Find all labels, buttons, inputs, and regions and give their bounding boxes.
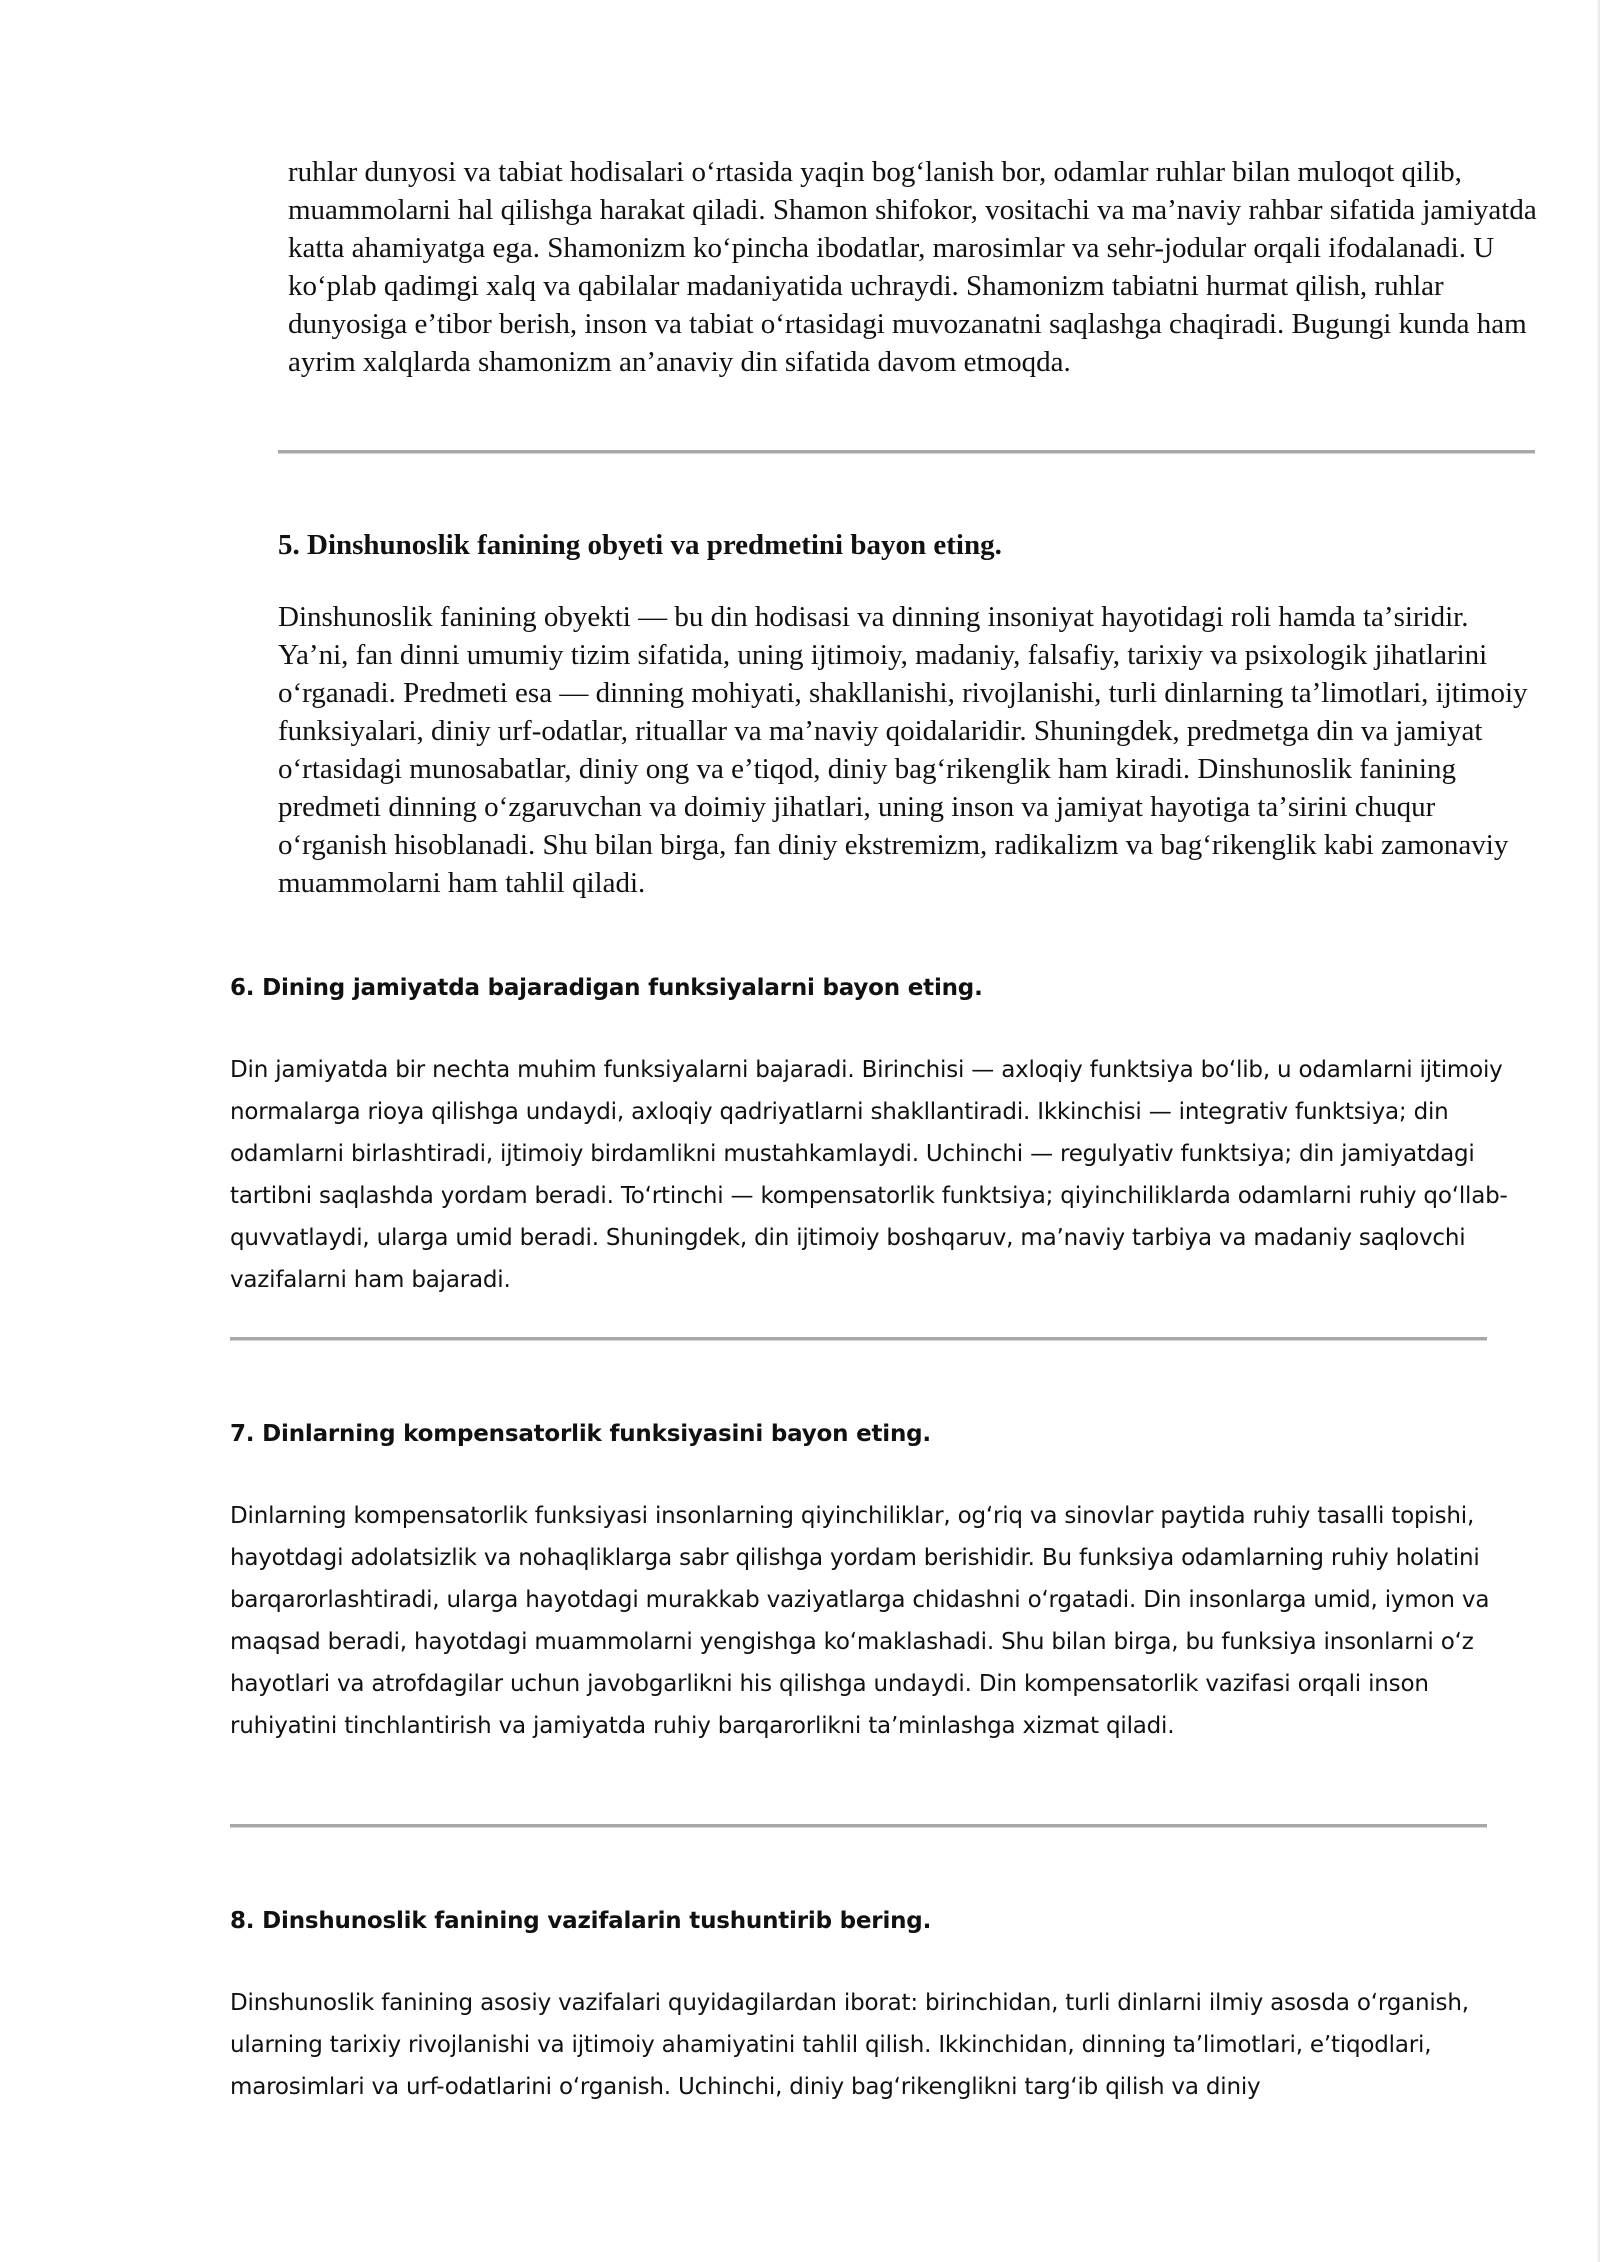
section-6-heading: 6. Dining jamiyatda bajaradigan funksiyalarni bayon eting.	[230, 975, 983, 1001]
page-edge-shadow	[1596, 0, 1600, 2262]
section-7-heading: 7. Dinlarning kompensatorlik funksiyasini bayon eting.	[230, 1421, 931, 1447]
section-5-heading: 5. Dinshunoslik fanining obyeti va predmetini bayon eting.	[278, 529, 1002, 561]
intro-paragraph: ruhlar dunyosi va tabiat hodisalari oʻrtasida yaqin bogʻlanish bor, odamlar ruhlar bilan muloqot qilib, muammolarni hal qilishga harakat qiladi. Shamon shifokor, vositachi va maʼnaviy rahbar sifatida jamiyatda katta ahamiyatga ega. Shamonizm koʻpincha ibodatlar, marosimlar va sehr-jodular orqali ifodalanadi. U koʻplab qadimgi xalq va qabilalar madaniyatida uchraydi. Shamonizm tabiatni hurmat qilish, ruhlar dunyosiga eʼtibor berish, inson va tabiat oʻrtasidagi muvozanatni saqlashga chaqiradi. Bugungi kunda ham ayrim xalqlarda shamonizm anʼanaviy din sifatida davom etmoqda.	[288, 156, 1537, 378]
section-divider	[278, 450, 1535, 454]
section-8-heading: 8. Dinshunoslik fanining vazifalarin tushuntirib bering.	[230, 1908, 932, 1934]
section-6-body: Din jamiyatda bir nechta muhim funksiyalarni bajaradi. Birinchisi — axloqiy funktsiya boʻlib, u odamlarni ijtimoiy normalarga rioya qilishga undaydi, axloqiy qadriyatlarni shakllantiradi. Ikkinchisi — integrativ funktsiya; din odamlarni birlashtiradi, ijtimoiy birdamlikni mustahkamlaydi. Uchinchi — regulyativ funktsiya; din jamiyatdagi tartibni saqlashda yordam beradi. Toʻrtinchi — kompensatorlik funktsiya; qiyinchiliklarda odamlarni ruhiy qoʻllab-quvvatlaydi, ularga umid beradi. Shuningdek, din ijtimoiy boshqaruv, maʼnaviy tarbiya va madaniy saqlovchi vazifalarni ham bajaradi.	[230, 1057, 1508, 1293]
section-8-body: Dinshunoslik fanining asosiy vazifalari quyidagilardan iborat: birinchidan, turli dinlarni ilmiy asosda oʻrganish, ularning tarixiy rivojlanishi va ijtimoiy ahamiyatini tahlil qilish. Ikkinchidan, dinning taʼlimotlari, eʼtiqodlari, marosimlari va urf-odatlarini oʻrganish. Uchinchi, diniy bagʻrikenglikni targʻib qilish va diniy	[230, 1990, 1469, 2100]
section-divider	[230, 1337, 1487, 1341]
section-divider	[230, 1824, 1487, 1828]
section-5-body: Dinshunoslik fanining obyekti — bu din hodisasi va dinning insoniyat hayotidagi roli hamda taʼsiridir. Yaʼni, fan dinni umumiy tizim sifatida, uning ijtimoiy, madaniy, falsafiy, tarixiy va psixologik jihatlarini oʻrganadi. Predmeti esa — dinning mohiyati, shakllanishi, rivojlanishi, turli dinlarning taʼlimotlari, ijtimoiy funksiyalari, diniy urf-odatlar, rituallar va maʼnaviy qoidalaridir. Shuningdek, predmetga din va jamiyat oʻrtasidagi munosabatlar, diniy ong va eʼtiqod, diniy bagʻrikenglik ham kiradi. Dinshunoslik fanining predmeti dinning oʻzgaruvchan va doimiy jihatlari, uning inson va jamiyat hayotiga taʼsirini chuqur oʻrganish hisoblanadi. Shu bilan birga, fan diniy ekstremizm, radikalizm va bagʻrikenglik kabi zamonaviy muammolarni ham tahlil qiladi.	[278, 601, 1528, 899]
section-7-body: Dinlarning kompensatorlik funksiyasi insonlarning qiyinchiliklar, ogʻriq va sinovlar paytida ruhiy tasalli topishi, hayotdagi adolatsizlik va nohaqliklarga sabr qilishga yordam berishidir. Bu funksiya odamlarning ruhiy holatini barqarorlashtiradi, ularga hayotdagi murakkab vaziyatlarga chidashni oʻrgatadi. Din insonlarga umid, iymon va maqsad beradi, hayotdagi muammolarni yengishga koʻmaklashadi. Shu bilan birga, bu funksiya insonlarni oʻz hayotlari va atrofdagilar uchun javobgarlikni his qilishga undaydi. Din kompensatorlik vazifasi orqali inson ruhiyatini tinchlantirish va jamiyatda ruhiy barqarorlikni taʼminlashga xizmat qiladi.	[230, 1503, 1490, 1739]
